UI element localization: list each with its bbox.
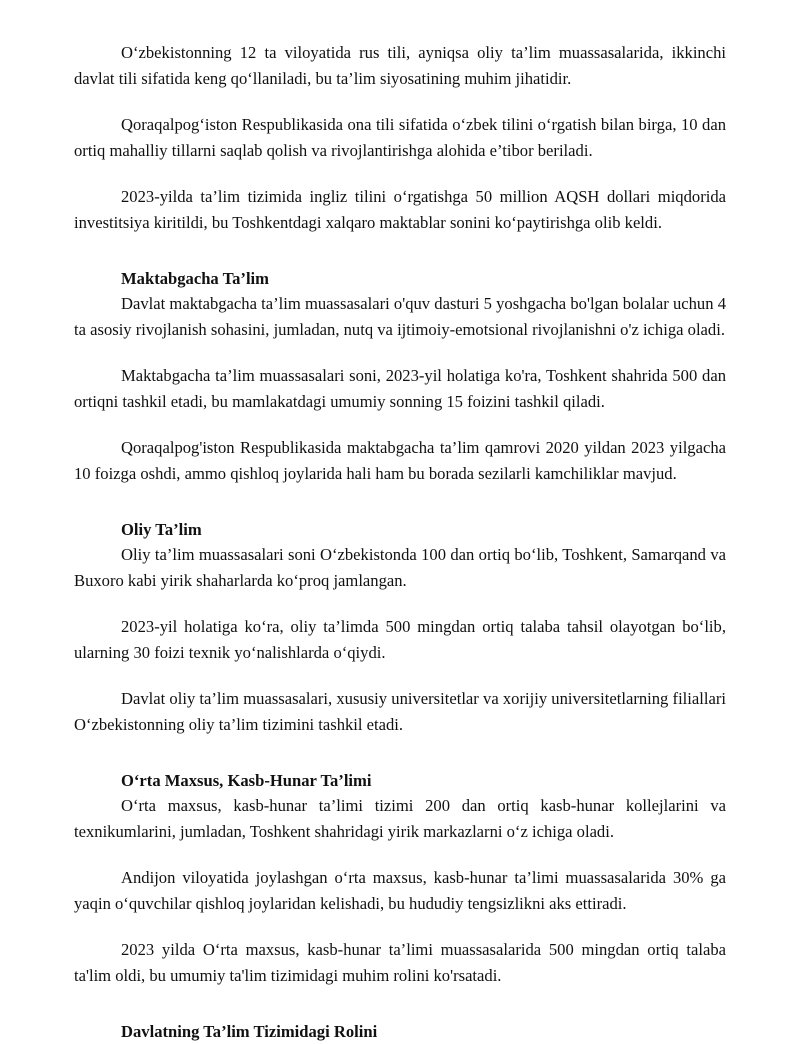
paragraph: Davlat oliy ta’lim muassasalari, xususiy universitetlar va xorijiy universitetlarning filiallari O‘zbekistonning oliy ta’lim tizimini tashkil etadi. [74, 689, 726, 734]
paragraph: 2023 yilda O‘rta maxsus, kasb-hunar ta’limi muassasalarida 500 mingdan ortiq talaba ta'lim oldi, bu umumiy ta'lim tizimidagi muhim rolini ko'rsatadi. [74, 940, 726, 985]
paragraph: Davlat maktabgacha ta’lim muassasalari o'quv dasturi 5 yoshgacha bo'lgan bolalar uchun 4 ta asosiy rivojlanish sohasini, jumladan, nutq va ijtimoiy-emotsional rivojlanishni o'z ichiga oladi. [74, 294, 726, 339]
section-higher-education [74, 517, 726, 737]
paragraph: Oliy ta’lim muassasalari soni O‘zbekistonda 100 dan ortiq bo‘lib, Toshkent, Samarqand va Buxoro kabi yirik shaharlarda ko‘proq jamlangan. [74, 545, 726, 590]
section-vocational-education [74, 768, 726, 988]
paragraph: O‘zbekistonning 12 ta viloyatida rus tili, ayniqsa oliy ta’lim muassasalarida, ikkinchi davlat tili sifatida keng qo‘llaniladi, bu ta’lim siyosatining muhim jihatidir. [74, 43, 726, 88]
document-page [74, 40, 726, 1044]
section-heading: Maktabgacha Ta’lim [121, 269, 269, 288]
paragraph: Maktabgacha ta’lim muassasalari soni, 2023-yil holatiga ko'ra, Toshkent shahrida 500 dan ortiqni tashkil etadi, bu mamlakatdagi umumiy sonning 15 foizini tashkil qiladi. [74, 366, 726, 411]
paragraph: Qoraqalpog‘iston Respublikasida ona tili sifatida o‘zbek tilini o‘rgatish bilan birga, 10 dan ortiq mahalliy tillarni saqlab qolish va rivojlantirishga alohida e’tibor beriladi. [74, 115, 726, 160]
section-heading: O‘rta Maxsus, Kasb-Hunar Ta’limi [121, 771, 372, 790]
section-preschool [74, 266, 726, 486]
paragraph: 2023-yil holatiga ko‘ra, oliy ta’limda 500 mingdan ortiq talaba tahsil olayotgan bo‘lib, ularning 30 foizi texnik yo‘nalishlarda o‘qiydi. [74, 617, 726, 662]
section-heading: Oliy Ta’lim [121, 520, 202, 539]
paragraph: O‘rta maxsus, kasb-hunar ta’limi tizimi 200 dan ortiq kasb-hunar kollejlarini va texnikumlarini, jumladan, Toshkent shahridagi yirik markazlarni o‘z ichiga oladi. [74, 796, 726, 841]
paragraph: 2023-yilda ta’lim tizimida ingliz tilini o‘rgatishga 50 million AQSH dollari miqdorida investitsiya kiritildi, bu Toshkentdagi xalqaro maktablar sonini ko‘paytirishga olib keldi. [74, 187, 726, 232]
paragraph: Andijon viloyatida joylashgan o‘rta maxsus, kasb-hunar ta’limi muassasalarida 30% ga yaqin o‘quvchilar qishloq joylaridan kelishadi, bu hududiy tengsizlikni aks ettiradi. [74, 868, 726, 913]
section-state-role [74, 1019, 726, 1044]
section-heading: Davlatning Ta’lim Tizimidagi Rolini [121, 1022, 378, 1041]
paragraph: Qoraqalpog'iston Respublikasida maktabgacha ta’lim qamrovi 2020 yildan 2023 yilgacha 10 foizga oshdi, ammo qishloq joylarida hali ham bu borada sezilarli kamchiliklar mavjud. [74, 438, 726, 483]
